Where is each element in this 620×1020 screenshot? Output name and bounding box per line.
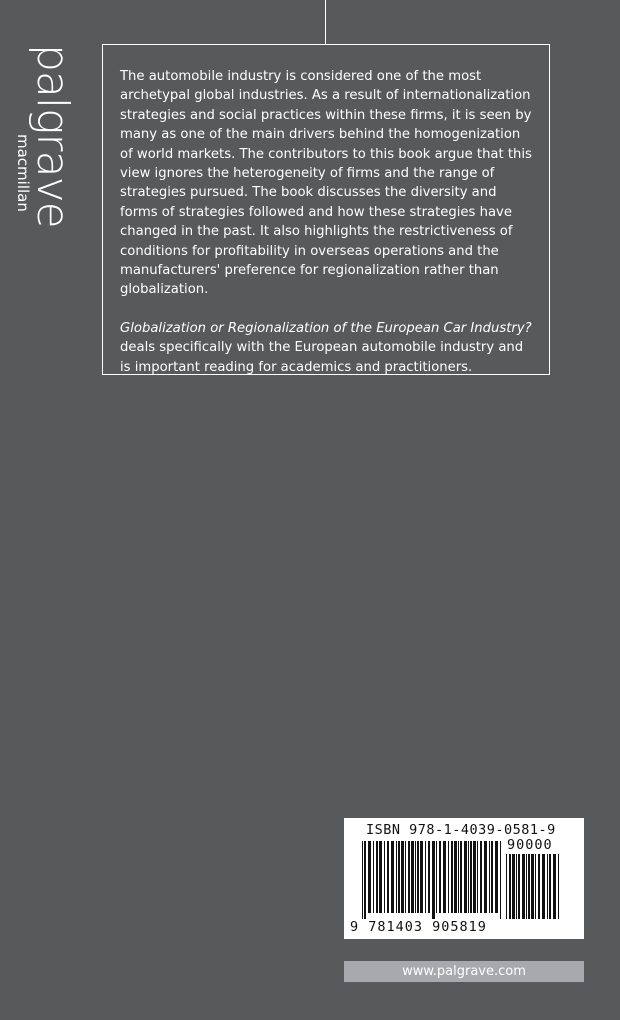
barcode-bar bbox=[405, 841, 406, 913]
barcode-bar bbox=[547, 854, 548, 919]
barcode-bar bbox=[454, 841, 457, 913]
barcode-bar bbox=[420, 841, 423, 913]
barcode-bar bbox=[387, 841, 389, 913]
ean-bars bbox=[362, 841, 504, 919]
barcode-bar bbox=[473, 841, 476, 913]
barcode-bar bbox=[396, 841, 397, 913]
blurb-box bbox=[102, 44, 550, 375]
barcode-bar bbox=[460, 841, 462, 913]
barcode-bar bbox=[376, 841, 378, 913]
barcode-bar bbox=[411, 841, 414, 913]
barcode-bar bbox=[495, 841, 498, 913]
barcode-bar bbox=[417, 841, 419, 913]
barcode-bar bbox=[468, 841, 469, 913]
barcode-bar bbox=[391, 841, 394, 913]
logo-subtitle: macmillan bbox=[14, 134, 32, 212]
barcode-bar bbox=[528, 854, 530, 919]
publisher-logo bbox=[0, 0, 100, 260]
barcode-bar bbox=[491, 841, 493, 913]
book-title: Globalization or Regionalization of the European Car Industry? bbox=[120, 320, 532, 336]
barcode-bar bbox=[379, 841, 382, 913]
barcode-bar bbox=[373, 841, 374, 913]
barcode-bar bbox=[415, 841, 416, 913]
barcode-bar bbox=[451, 841, 453, 913]
barcode-bar bbox=[542, 854, 545, 919]
barcode-bar bbox=[436, 841, 437, 913]
barcode-bar bbox=[549, 854, 551, 919]
barcode-bar bbox=[500, 841, 501, 919]
barcode-bar bbox=[512, 854, 515, 919]
barcode-bar bbox=[535, 854, 536, 919]
barcode-bar bbox=[368, 841, 371, 913]
barcode-bar bbox=[509, 854, 511, 919]
barcode-bar bbox=[443, 841, 446, 913]
barcode-bar bbox=[428, 841, 430, 913]
logo-wordmark: palgrave bbox=[27, 44, 78, 228]
barcode-bar bbox=[401, 841, 404, 913]
barcode-bar bbox=[464, 841, 467, 913]
barcode-bar bbox=[522, 854, 525, 919]
barcode-bar bbox=[470, 841, 472, 913]
barcode-bar bbox=[531, 854, 534, 919]
barcode-bar bbox=[484, 841, 487, 913]
isbn-barcode bbox=[344, 818, 584, 939]
price-bars bbox=[506, 854, 562, 919]
blurb-paragraph-1: The automobile industry is considered one of the most archetypal global industries. As a result of internationalization strategies and social practices within these firms, it is seen by many as one of the main drivers behind the homogenization of world markets. The contributors to this book argue that this view ignores the heterogeneity of firms and the range of strategies pursued. The book discusses the diversity and forms of strategies followed and how these strategies have changed in the past. It also highlights the restrictiveness of conditions for profitability in overseas operations and the manufacturers' preference for regionalization rather than globalization. bbox=[120, 69, 532, 298]
barcode-bar bbox=[558, 854, 559, 919]
barcode-bar bbox=[526, 854, 527, 919]
barcode-bar bbox=[439, 841, 441, 913]
barcode-bar bbox=[398, 841, 400, 913]
price-code: 90000 bbox=[507, 837, 553, 853]
barcode-bar bbox=[538, 854, 540, 919]
barcode-bar bbox=[489, 841, 490, 913]
barcode-bar bbox=[448, 841, 449, 913]
blurb-paragraph-2 bbox=[120, 319, 533, 377]
barcode-bar bbox=[458, 841, 459, 913]
barcode-bar bbox=[518, 854, 520, 919]
barcode-bar bbox=[362, 841, 363, 919]
blurb-paragraph-2-text: deals specifically with the European automobile industry and is important reading for academics and practitioners. bbox=[120, 340, 524, 375]
ean-digits: 9 781403 905819 bbox=[350, 919, 487, 935]
barcode-bar bbox=[384, 841, 385, 913]
barcode-bar bbox=[477, 841, 478, 913]
barcode-bar bbox=[553, 854, 556, 919]
barcode-bar bbox=[425, 841, 426, 913]
barcode-bar bbox=[506, 854, 507, 919]
website-url: www.palgrave.com bbox=[344, 961, 584, 982]
barcode-bar bbox=[432, 841, 435, 919]
spine-divider-line bbox=[325, 0, 326, 45]
barcode-bar bbox=[408, 841, 410, 913]
barcode-bar bbox=[516, 854, 517, 919]
barcode-bar bbox=[480, 841, 482, 913]
isbn-label: ISBN 978-1-4039-0581-9 bbox=[366, 822, 556, 838]
barcode-bar bbox=[364, 841, 366, 919]
